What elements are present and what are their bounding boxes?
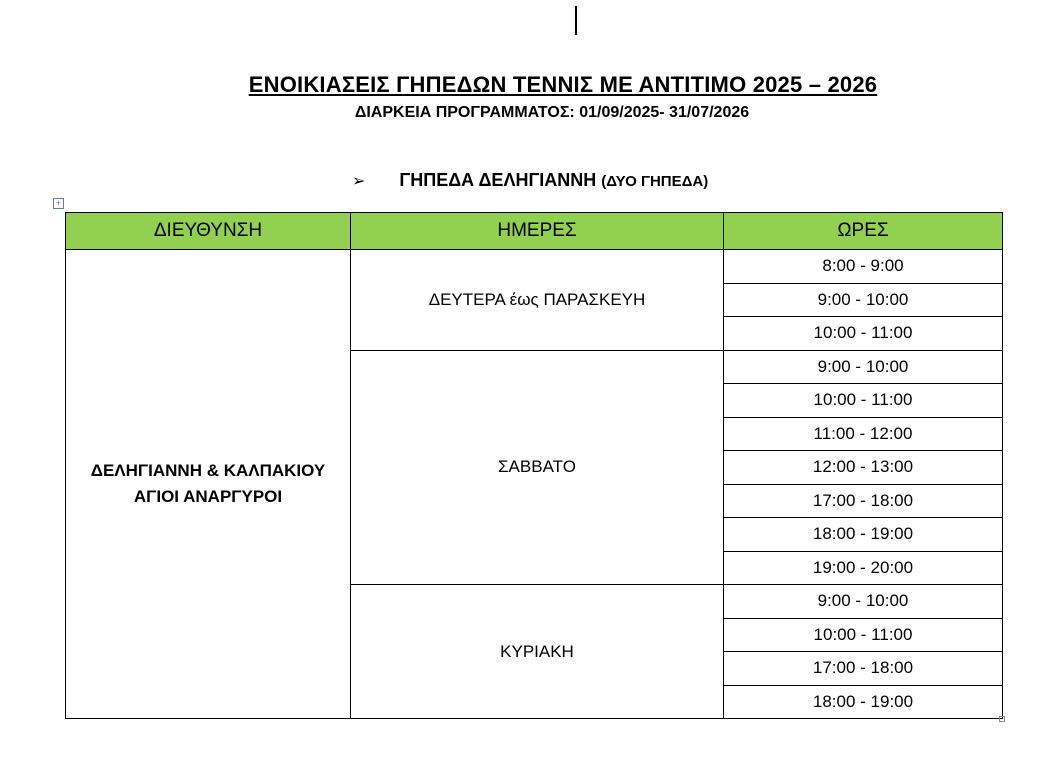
header-days: ΗΜΕΡΕΣ [351, 213, 724, 250]
header-address: ΔΙΕΥΘΥΝΣΗ [66, 213, 351, 250]
hour-cell: 9:00 - 10:00 [724, 283, 1003, 317]
text-cursor [575, 6, 577, 35]
table-header-row [66, 213, 1003, 250]
day-sunday: ΚΥΡΙΑΚΗ [351, 585, 724, 719]
address-cell [66, 250, 351, 719]
hour-cell: 18:00 - 19:00 [724, 518, 1003, 552]
hour-cell: 17:00 - 18:00 [724, 652, 1003, 686]
hour-cell: 10:00 - 11:00 [724, 317, 1003, 351]
hour-cell: 9:00 - 10:00 [724, 350, 1003, 384]
table-resize-handle-icon[interactable] [999, 716, 1005, 722]
hour-cell: 8:00 - 9:00 [724, 250, 1003, 284]
day-weekdays: ΔΕΥΤΕΡΑ έως ΠΑΡΑΣΚΕΥΗ [351, 250, 724, 351]
address-area: ΑΓΙΟΙ ΑΝΑΡΓΥΡΟΙ [133, 487, 283, 506]
section-note: (ΔΥΟ ΓΗΠΕΔΑ) [601, 173, 709, 190]
section-title: ΓΗΠΕΔΑ ΔΕΛΗΓΙΑΝΝΗ [399, 170, 597, 190]
hour-cell: 18:00 - 19:00 [724, 685, 1003, 719]
arrow-bullet-icon: ➢ [352, 173, 366, 190]
hour-cell: 10:00 - 11:00 [724, 618, 1003, 652]
hour-cell: 12:00 - 13:00 [724, 451, 1003, 485]
hour-cell: 19:00 - 20:00 [724, 551, 1003, 585]
program-duration: ΔΙΑΡΚΕΙΑ ΠΡΟΓΡΑΜΜΑΤΟΣ: 01/09/2025- 31/07/2026 [354, 104, 750, 121]
address-street: ΔΕΛΗΓΙΑΝΝΗ & ΚΑΛΠΑΚΙΟΥ [90, 461, 326, 480]
table-row [66, 250, 1003, 284]
section-heading [352, 170, 708, 191]
page-title: ΕΝΟΙΚΙΑΣΕΙΣ ΓΗΠΕΔΩΝ ΤΕΝΝΙΣ ΜΕ ΑΝΤΙΤΙΜΟ 2025 – 2026 [248, 72, 878, 97]
hour-cell: 11:00 - 12:00 [724, 417, 1003, 451]
header-hours: ΩΡΕΣ [724, 213, 1003, 250]
schedule-table [65, 212, 1003, 719]
table-move-handle-icon[interactable]: + [53, 198, 64, 209]
day-saturday: ΣΑΒΒΑΤΟ [351, 350, 724, 585]
hour-cell: 9:00 - 10:00 [724, 585, 1003, 619]
hour-cell: 10:00 - 11:00 [724, 384, 1003, 418]
hour-cell: 17:00 - 18:00 [724, 484, 1003, 518]
